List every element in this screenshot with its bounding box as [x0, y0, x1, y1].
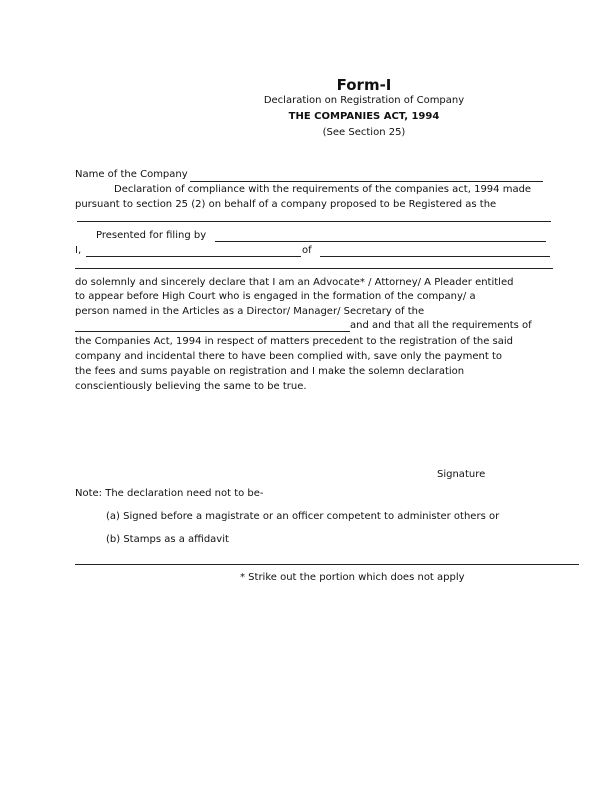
declaration-line: and and that all the requirements of [350, 320, 532, 331]
footnote: * Strike out the portion which does not apply [240, 572, 465, 583]
i-label: I, [75, 245, 82, 256]
intro-line-2: pursuant to section 25 (2) on behalf of a company proposed to be Registered as the [75, 199, 497, 210]
registered-name-line[interactable] [77, 221, 551, 222]
declaration-line: conscientiously believing the same to be true. [75, 381, 307, 392]
form-title: Form-I [336, 76, 392, 94]
note-item-a: (a) Signed before a magistrate or an officer competent to administer others or [106, 511, 500, 522]
company-ref-field[interactable] [75, 320, 350, 332]
of-label: of [302, 245, 312, 256]
declarant-name-field[interactable] [86, 245, 301, 257]
company-name-field[interactable] [190, 170, 543, 182]
address-field[interactable] [75, 257, 553, 269]
declaration-line: the fees and sums payable on registration and I make the solemn declaration [75, 366, 465, 377]
declarant-of-field[interactable] [320, 245, 550, 257]
declaration-line: to appear before High Court who is engaged in the formation of the company/ a [75, 291, 476, 302]
declaration-line: person named in the Articles as a Director/ Manager/ Secretary of the [75, 306, 425, 317]
company-name-label: Name of the Company [75, 169, 188, 180]
section-reference: (See Section 25) [322, 127, 406, 138]
presented-by-field[interactable] [215, 230, 546, 242]
note-heading: Note: The declaration need not to be- [75, 488, 264, 499]
form-subtitle: Declaration on Registration of Company [263, 95, 465, 106]
declaration-line: the Companies Act, 1994 in respect of matters precedent to the registration of the said [75, 336, 513, 347]
act-name: THE COMPANIES ACT, 1994 [288, 111, 440, 122]
declaration-line: do solemnly and sincerely declare that I am an Advocate* / Attorney/ A Pleader entitled [75, 277, 514, 288]
intro-line-1: Declaration of compliance with the requirements of the companies act, 1994 made [114, 184, 532, 195]
note-item-b: (b) Stamps as a affidavit [106, 534, 229, 545]
presented-label: Presented for filing by [96, 230, 207, 241]
footer-divider [75, 564, 579, 565]
signature-label: Signature [437, 469, 486, 480]
declaration-line: company and incidental there to have been complied with, save only the payment to [75, 351, 503, 362]
